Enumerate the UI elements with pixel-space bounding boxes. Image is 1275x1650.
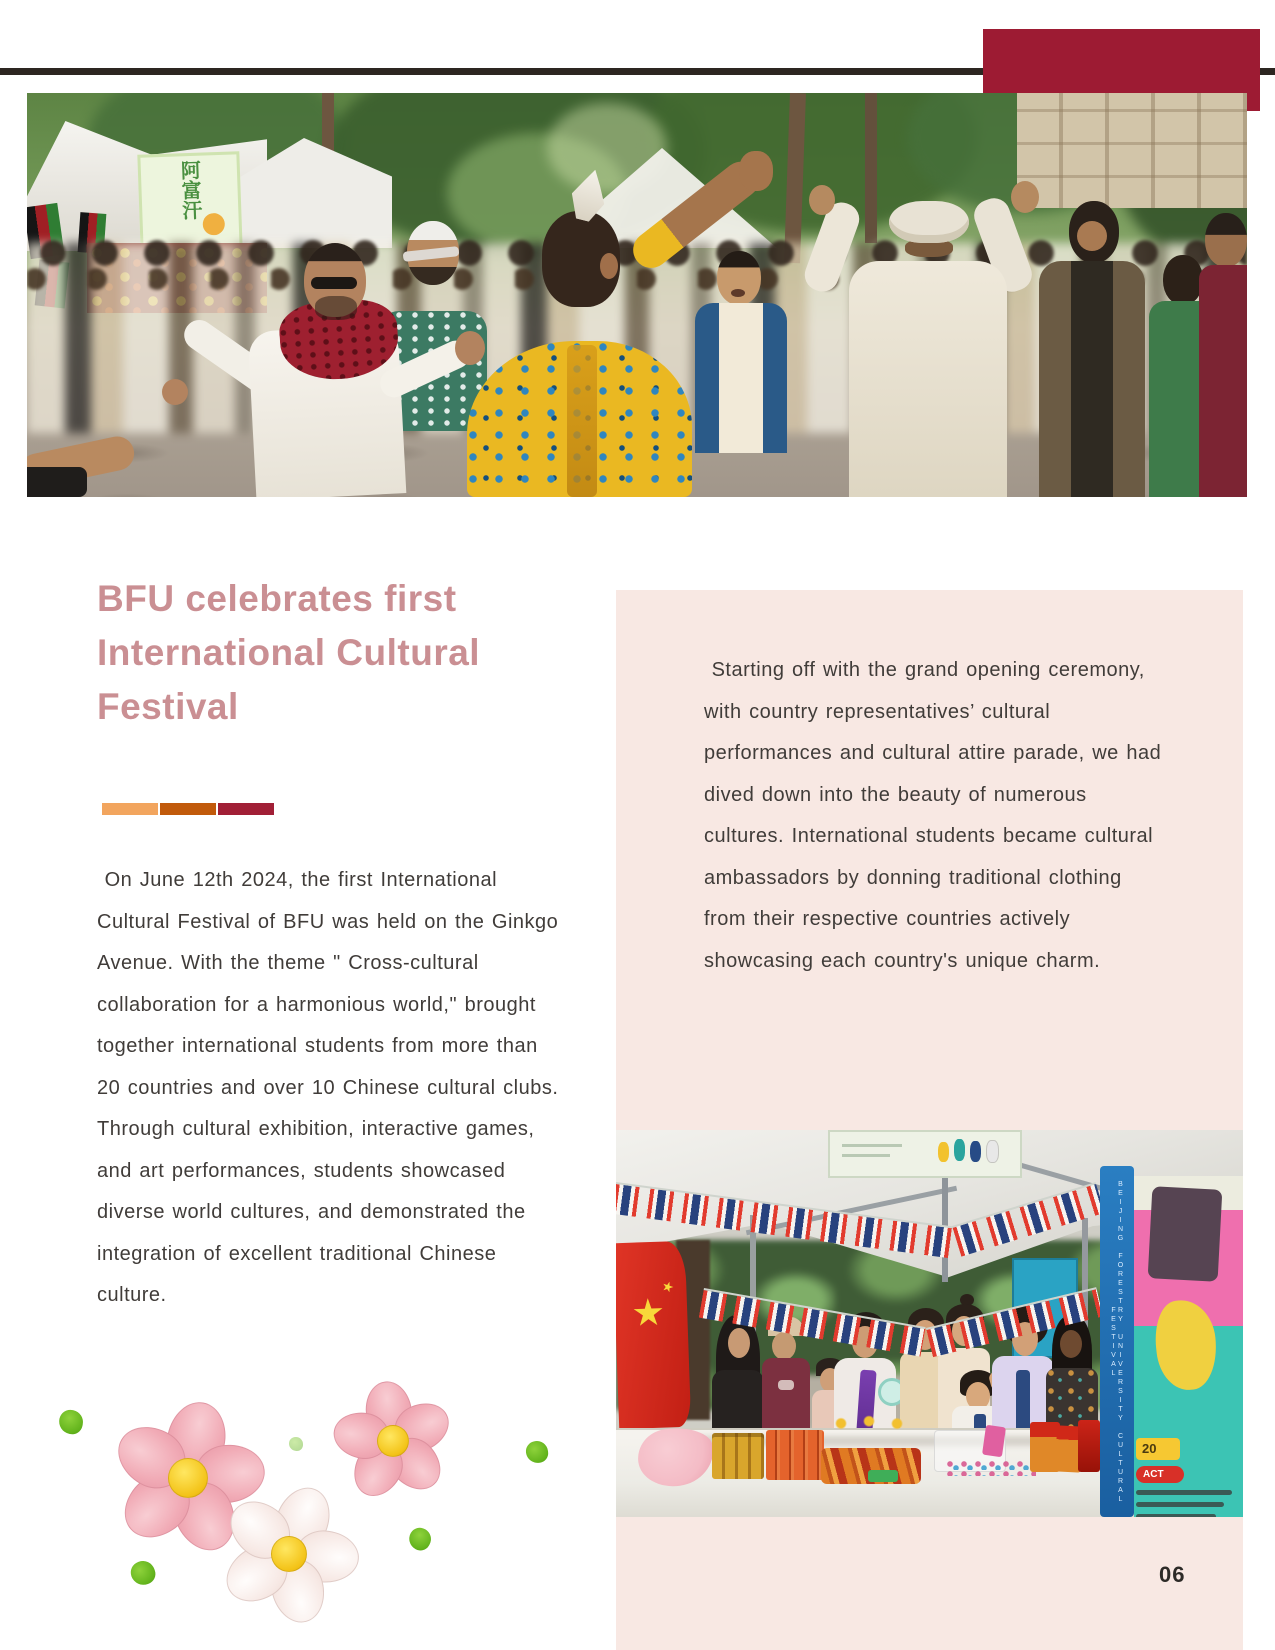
cartoon-figure: [938, 1142, 949, 1162]
booth-poster: [828, 1130, 1022, 1178]
cartoon-figure: [954, 1139, 965, 1161]
divider-bar-orange: [102, 803, 158, 815]
dancer-scarf-hand: [455, 331, 485, 365]
cartoon-figure: [986, 1140, 999, 1163]
man-pakol-hand: [1011, 181, 1039, 213]
china-flag-star: [633, 1298, 664, 1329]
man-blue-vest: [695, 303, 787, 453]
beard: [315, 296, 357, 320]
man-brown-vest-face: [1077, 221, 1107, 251]
side-poster: [1134, 1176, 1243, 1517]
red-snack-pack: [856, 1402, 882, 1450]
poster-graphic-map: [1151, 1297, 1220, 1393]
person-green-shirt-head: [1163, 255, 1203, 305]
poster-badge-act: ACT: [1136, 1466, 1184, 1483]
divider-bar-rust: [160, 803, 216, 815]
poster-badge-year: 20: [1136, 1438, 1180, 1460]
foreground-sleeve: [27, 467, 87, 497]
poster-graphic-dark: [1148, 1186, 1223, 1282]
man-maroon-shirt: [1199, 265, 1247, 497]
man-pakol-hand: [809, 185, 835, 215]
man-maroon-shirt-head: [1205, 213, 1247, 267]
red-snack-pack: [828, 1405, 854, 1451]
flower-center: [377, 1425, 409, 1457]
green-paint-dot: [128, 1558, 159, 1589]
dancer-scarf-hand: [162, 379, 188, 405]
china-flag-star: [661, 1280, 675, 1294]
man-blue-vest-smile: [731, 289, 745, 297]
festival-dance-photo: [27, 93, 1247, 497]
divider-bars: [102, 803, 276, 815]
sunglasses: [311, 277, 357, 289]
poster-text-line: [842, 1154, 890, 1157]
student-face: [772, 1332, 796, 1360]
poster-text-line: [842, 1144, 902, 1147]
afghanistan-sign-label: 阿富汗: [177, 159, 202, 221]
thailand-booth-photo: [616, 1130, 1243, 1517]
festival-banner: [1100, 1166, 1134, 1517]
pakol-hat: [889, 201, 969, 243]
man-pakol-torso: [849, 261, 1007, 497]
red-pouch: [1078, 1420, 1100, 1472]
flower-center: [168, 1458, 208, 1498]
flower-center: [271, 1536, 307, 1572]
dashiki-center-stripe: [567, 345, 597, 497]
china-flag: [616, 1241, 691, 1429]
festival-banner-text: BEIJING FORESTRY UNIVERSITY CULTURAL FESTIVAL: [1110, 1181, 1124, 1505]
tree-trunk: [865, 93, 877, 243]
orange-bottles: [766, 1430, 824, 1480]
dancer-dashiki-ear: [600, 253, 618, 279]
poster-text-line: [1136, 1514, 1216, 1517]
right-panel: [616, 590, 1243, 1650]
candy-dots: [946, 1460, 1036, 1476]
green-paint-dot: [289, 1437, 303, 1451]
dancer-dashiki-hand: [739, 151, 773, 191]
right-paragraph: Starting off with the grand opening ceremony, with country representatives’ cultural performances and cultural attire parade, we had dived down into the beauty of numerous cultures. International students became cultural ambassadors by donning traditional clothing from their respective countries actively showcasing each country's unique charm.: [704, 659, 1169, 972]
green-paint-dot: [57, 1408, 85, 1436]
green-paint-dot: [525, 1440, 550, 1465]
poster-text-line: [1136, 1490, 1232, 1495]
gold-cans: [712, 1433, 764, 1479]
article-title: BFU celebrates first International Cultural Festival: [97, 578, 481, 727]
red-snack-pack: [884, 1406, 910, 1450]
cartoon-figure: [970, 1141, 981, 1162]
green-paint-dot: [405, 1524, 435, 1554]
man-brown-vest: [1039, 261, 1145, 497]
building: [1017, 93, 1247, 208]
poster-text-line: [1136, 1502, 1224, 1507]
student-face: [728, 1328, 750, 1358]
pink-pouch: [982, 1425, 1006, 1457]
page-number: 06: [1159, 1562, 1186, 1587]
divider-bar-maroon: [218, 803, 274, 815]
student-face: [1060, 1330, 1082, 1358]
green-candy: [868, 1470, 898, 1482]
left-paragraph: On June 12th 2024, the first International Cultural Festival of BFU was held on the Ginkgo Avenue. With the theme " Cross-cultural collaboration for a harmonious world," brought together international students from more than 20 countries and over 10 Chinese cultural clubs. Through cultural exhibition, interactive games, and art performances, students showcased diverse world cultures, and demonstrated the integration of excellent traditional Chinese culture.: [97, 869, 566, 1306]
tee-logo: [778, 1380, 794, 1390]
